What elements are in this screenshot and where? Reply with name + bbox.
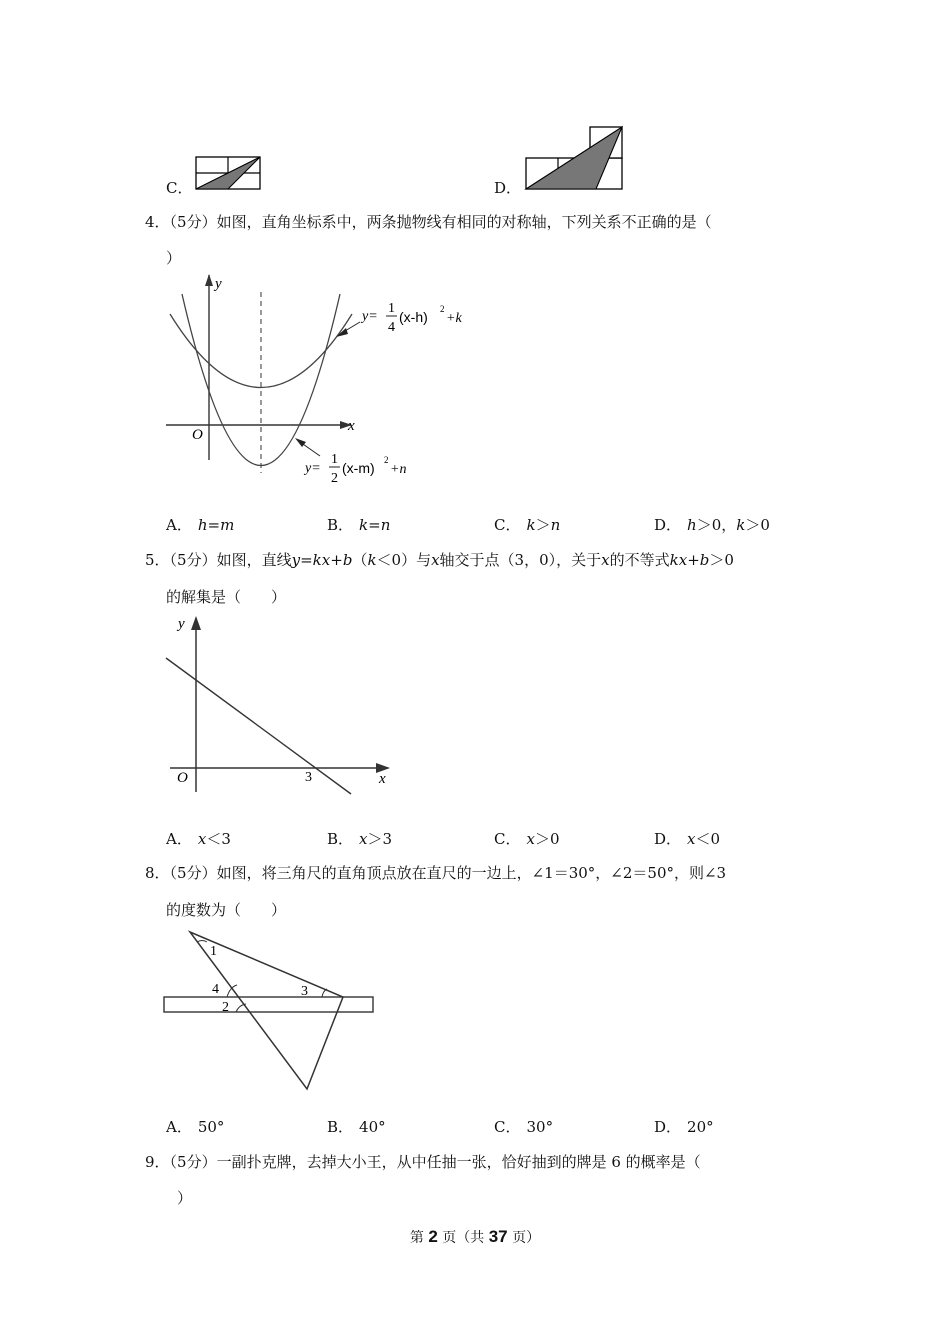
q4-origin-label: O	[192, 427, 203, 443]
svg-text:4: 4	[388, 320, 395, 335]
svg-text:+n: +n	[390, 462, 407, 477]
q5-option-a[interactable]: A． x＜3	[166, 830, 231, 848]
q5-intercept-label: 3	[305, 770, 312, 785]
q3-option-d[interactable]: D．	[494, 179, 522, 197]
q3-option-c[interactable]: C．	[166, 179, 193, 197]
q5-option-d[interactable]: D． x＜0	[654, 830, 721, 848]
q4-x-label: x	[348, 418, 355, 434]
q5-stem-2: 的解集是（ ）	[166, 588, 287, 606]
q5-figure	[160, 610, 400, 800]
q8-angle3-label: 3	[301, 984, 308, 999]
page-total: 37	[488, 1227, 508, 1246]
q4-curve2-label	[303, 452, 406, 486]
q8-stem: 8．（5分）如图，将三角尺的直角顶点放在直尺的一边上，∠1＝30°，∠2＝50°，则∠3	[145, 864, 727, 882]
svg-text:1: 1	[331, 452, 338, 467]
q3-option-d-figure	[523, 125, 623, 191]
q4-figure	[160, 270, 460, 490]
q5-y-label: y	[178, 616, 185, 632]
q4-option-a[interactable]: A． h=m	[166, 516, 235, 534]
q8-angle2-label: 2	[222, 1000, 229, 1015]
svg-text:1: 1	[388, 301, 395, 316]
svg-text:2: 2	[384, 455, 389, 465]
q5-option-c[interactable]: C． x＞0	[494, 830, 560, 848]
q4-stem: 4．（5分）如图，直角坐标系中，两条抛物线有相同的对称轴，下列关系不正确的是（	[145, 213, 712, 231]
q8-angle4-label: 4	[212, 982, 219, 997]
q5-x-label: x	[379, 771, 386, 787]
q4-curve1-label	[360, 301, 462, 335]
q4-option-d[interactable]: D． h＞0，k＞0	[654, 516, 770, 534]
svg-text:+k: +k	[446, 311, 462, 326]
q8-option-d[interactable]: D． 20°	[654, 1118, 714, 1136]
q8-option-b[interactable]: B． 40°	[327, 1118, 386, 1136]
svg-text:(x-h): (x-h)	[399, 309, 428, 325]
q3-option-c-figure	[194, 155, 264, 195]
q4-y-label: y	[215, 276, 222, 292]
page-number: 2	[428, 1227, 438, 1246]
q9-stem: 9．（5分）一副扑克牌，去掉大小王，从中任抽一张，恰好抽到的牌是 6 的概率是（	[145, 1153, 701, 1171]
page-footer: 第 2 页（共 37 页）	[409, 1227, 541, 1246]
svg-text:(x-m): (x-m)	[342, 460, 375, 476]
q4-option-b[interactable]: B． k=n	[327, 516, 391, 534]
q8-option-c[interactable]: C． 30°	[494, 1118, 554, 1136]
q8-figure	[160, 925, 390, 1095]
q8-angle1-label: 1	[210, 944, 217, 959]
q5-option-b[interactable]: B． x＞3	[327, 830, 393, 848]
q8-stem-2: 的度数为（ ）	[166, 901, 287, 919]
q5-origin-label: O	[177, 770, 188, 786]
svg-text:2: 2	[440, 304, 445, 314]
q4-option-c[interactable]: C． k＞n	[494, 516, 561, 534]
q8-option-a[interactable]: A． 50°	[166, 1118, 225, 1136]
svg-text:y=: y=	[305, 461, 321, 476]
svg-text:y=: y=	[362, 309, 378, 324]
q5-stem: 5．（5分）如图，直线y=kx+b（k＜0）与x轴交于点（3，0），关于x的不等式kx+b＞0	[145, 551, 734, 569]
q4-stem-close: ）	[166, 249, 182, 267]
svg-text:2: 2	[331, 471, 338, 486]
q9-stem-close: ）	[177, 1189, 193, 1207]
